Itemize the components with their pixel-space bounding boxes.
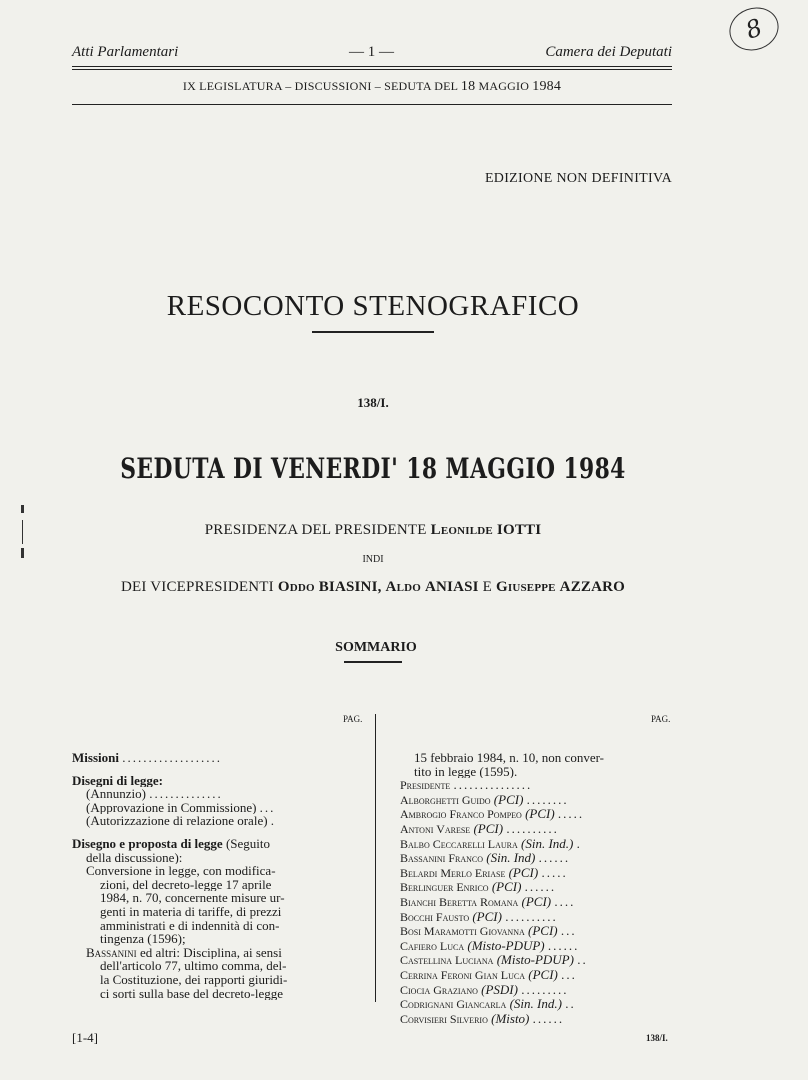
conv-line: amministrati e di indennità di con- [100, 918, 280, 933]
title-underline [312, 331, 434, 333]
approvazione-label: (Approvazione in Commissione) [86, 800, 257, 815]
speaker-party: (Sin. Ind.) [521, 836, 574, 851]
speaker-name: Castellina Luciana [400, 953, 494, 968]
table-row [400, 851, 640, 866]
leader-dots: .... [554, 894, 576, 909]
leader-dots: ......... [521, 982, 569, 997]
vice-3-last: AZZARO [559, 579, 626, 595]
bassanini-name: Bassanini [86, 945, 137, 960]
intro-line: 15 febbraio 1984, n. 10, non conver- [414, 751, 604, 765]
conv-line: zioni, del decreto-legge 17 aprile [100, 877, 272, 892]
footer-right: 138/I. [646, 1033, 668, 1043]
dp-heading: Disegno e proposta di legge [72, 836, 223, 851]
speaker-party: (PCI) [472, 909, 502, 924]
speaker-name: Ciocia Graziano [400, 982, 478, 997]
speaker-party: (Sin. Ind.) [509, 997, 562, 1012]
leader-dots: ...... [538, 851, 571, 866]
vice-1-last: BIASINI, [318, 579, 382, 595]
table-row [400, 939, 640, 954]
president-last-name: IOTTI [496, 522, 542, 538]
intro-line: tito in legge (1595). [414, 764, 518, 779]
missioni-label: Missioni [72, 751, 119, 765]
vice-1-first: Oddo [277, 579, 315, 595]
header-rule [72, 69, 672, 70]
speaker-name: Balbo Ceccarelli Laura [400, 836, 518, 851]
vice-2-last: ANIASI [424, 579, 479, 595]
speaker-party: (PCI) [508, 865, 539, 880]
table-row [400, 822, 640, 837]
margin-mark [21, 505, 24, 513]
bassanini-line: dell'articolo 77, ultimo comma, del- [100, 959, 287, 973]
speaker-name: Alborghetti Guido [400, 792, 491, 807]
leader-dots: ..... [557, 807, 585, 822]
header-left: Atti Parlamentari [72, 44, 179, 60]
table-row [400, 866, 640, 881]
leader-dots: ...... [532, 1011, 565, 1026]
table-row [400, 910, 640, 925]
issue-number: 138/I. [357, 395, 389, 410]
conv-line: Conversione in legge, con modifica- [86, 864, 276, 878]
indi-label: INDI [362, 554, 384, 565]
footer-left: [1-4] [72, 1030, 98, 1045]
speaker-name: Berlinguer Enrico [400, 880, 489, 895]
leader-dots: .......... [506, 821, 559, 836]
pag-label-right: PAG. [651, 714, 671, 724]
speaker-name: Antoni Varese [400, 821, 471, 836]
table-row [400, 793, 640, 808]
table-row [400, 880, 640, 895]
speaker-name: Codrignani Giancarla [400, 997, 507, 1012]
session-title: SEDUTA DI VENERDI' 18 MAGGIO 1984 [120, 452, 626, 485]
vicepresidents-line [0, 579, 746, 596]
list-item: (Approvazione in Commissione) ... [86, 800, 276, 815]
annunzio-label: (Annunzio) [86, 787, 146, 801]
speaker-party: (Misto-PDUP) [496, 953, 574, 968]
table-row [400, 895, 640, 910]
speaker-party: (PCI) [493, 792, 524, 807]
speaker-name: Ambrogio Franco Pompeo [400, 807, 522, 822]
conv-line: tingenza (1596); [100, 932, 186, 946]
speaker-name: Cerrina Feroni Gian Luca [400, 967, 526, 982]
speaker-name: Belardi Merlo Eriase [400, 865, 506, 880]
vice-prefix: DEI VICEPRESIDENTI [120, 579, 274, 595]
leader-dots: ...... [547, 938, 580, 953]
speaker-party: (PCI) [521, 894, 552, 909]
leader-dots: .. [577, 953, 588, 968]
leader-dots: .......... [505, 909, 558, 924]
pag-label-left: PAG. [343, 714, 363, 724]
legislature-prefix: IX LEGISLATURA – DISCUSSIONI – SEDUTA DEL [182, 79, 458, 93]
legislature-line [72, 79, 672, 95]
leader-dots: ... [560, 924, 577, 939]
sommario-right-column [400, 751, 640, 1026]
speaker-name: Cafiero Luca [400, 938, 465, 953]
conv-line: 1984, n. 70, concernente misure ur- [100, 891, 285, 905]
table-row [400, 807, 640, 822]
leader-dots: .. [565, 997, 576, 1012]
sommario-heading: SOMMARIO [335, 640, 417, 655]
dp-line2: della discussione): [86, 850, 183, 865]
disegni-heading: Disegni di legge: [72, 773, 163, 788]
presidency-line [0, 522, 746, 539]
bassanini-line [72, 946, 324, 960]
sommario-left-column [72, 751, 324, 1000]
page-title: RESOCONTO STENOGRAFICO [166, 290, 580, 322]
table-row [400, 983, 640, 998]
header-rule [72, 66, 672, 67]
leader-dots: . [576, 836, 582, 851]
speaker-party: (Sin. Ind) [486, 851, 536, 866]
bassanini-rest: ed altri: Disciplina, ai sensi [139, 945, 282, 960]
speaker-party: (Misto-PDUP) [467, 938, 545, 953]
presidente-label: Presidente [400, 778, 451, 793]
speaker-party: (PCI) [473, 821, 504, 836]
speaker-name: Bianchi Beretta Romana [400, 894, 519, 909]
speaker-party: (Misto) [491, 1011, 530, 1026]
speaker-party: (PCI) [528, 967, 558, 982]
list-item: (Annunzio) .............. [86, 787, 223, 801]
handwritten-page-number: 8 [723, 1, 784, 58]
header-right: Camera dei Deputati [545, 44, 672, 60]
subheader-rule [72, 104, 672, 105]
table-row [400, 997, 640, 1012]
speaker-name: Bosi Maramotti Giovanna [400, 924, 525, 939]
sommario-underline [344, 661, 402, 663]
vice-2-first: Aldo [385, 579, 422, 595]
legislature-month: MAGGIO [478, 79, 530, 93]
speaker-party: (PSDI) [481, 982, 518, 997]
edition-notice: EDIZIONE NON DEFINITIVA [484, 171, 672, 186]
vice-conj: E [482, 579, 493, 595]
table-row [400, 1012, 640, 1027]
leader-dots: ... [561, 967, 577, 982]
list-item: (Autorizzazione di relazione orale) . [86, 814, 277, 828]
conv-line: genti in materia di tariffe, di prezzi [100, 904, 282, 919]
table-row [400, 953, 640, 968]
vice-3-first: Giuseppe [495, 579, 556, 595]
legislature-year: 1984 [532, 79, 562, 94]
speaker-party: (PCI) [525, 807, 555, 822]
leader-dots: ........ [526, 792, 569, 807]
table-row [400, 837, 640, 852]
speaker-party: (PCI) [491, 880, 522, 895]
list-item [72, 837, 324, 851]
list-item: Presidente ............... [400, 778, 533, 793]
autorizzazione-label: (Autorizzazione di relazione orale) [86, 814, 268, 828]
leader-dots: ..... [541, 865, 568, 880]
legislature-day: 18 [460, 79, 476, 94]
column-divider [375, 714, 376, 1002]
leader-dots: ...... [524, 880, 557, 895]
speaker-name: Bocchi Fausto [400, 909, 470, 924]
list-item: Missioni ................... [72, 751, 222, 765]
table-row [400, 924, 640, 939]
bassanini-line: la Costituzione, dei rapporti giuridi- [100, 972, 288, 987]
bassanini-line: ci sorti sulla base del decreto-legge [100, 986, 284, 1001]
dp-rest: (Seguito [225, 836, 271, 851]
speaker-name: Corvisieri Silverio [400, 1011, 488, 1026]
president-first-name: Leonilde [430, 522, 493, 538]
table-row [400, 968, 640, 983]
speaker-name: Bassanini Franco [400, 851, 484, 866]
header-page-number: — 1 — [349, 44, 394, 60]
speaker-party: (PCI) [528, 924, 558, 939]
presidency-prefix: PRESIDENZA DEL PRESIDENTE [204, 522, 427, 538]
